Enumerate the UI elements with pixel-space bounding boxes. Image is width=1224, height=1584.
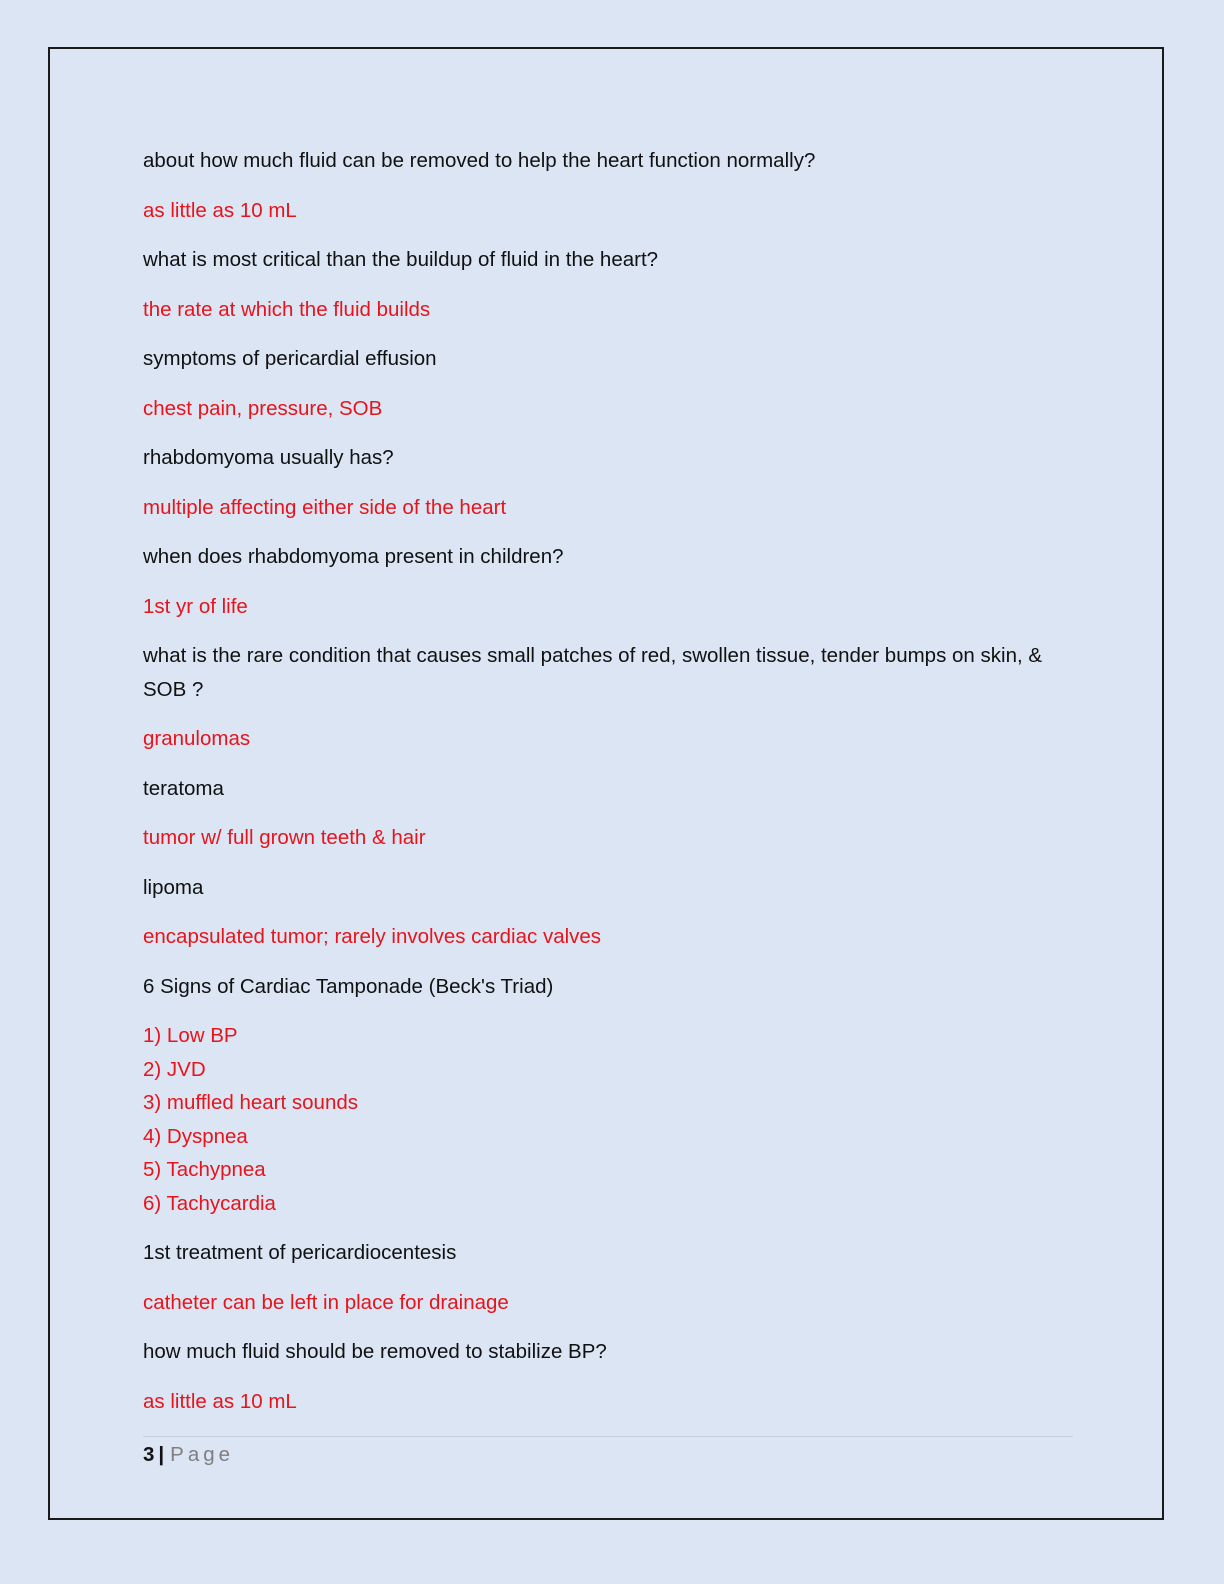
document-body — [143, 144, 1073, 1434]
question-text: when does rhabdomyoma present in children? — [143, 545, 564, 568]
question-text: lipoma — [143, 875, 204, 899]
question-text: 6 Signs of Cardiac Tamponade (Beck's Triad) — [143, 974, 554, 998]
footer-separator: | — [158, 1443, 165, 1466]
answer-text: as little as 10 mL — [143, 1389, 297, 1413]
question-text: symptoms of pericardial effusion — [143, 347, 437, 370]
answer-text: multiple affecting either side of the heart — [143, 495, 507, 519]
answer-text: encapsulated tumor; rarely involves cardiac valves — [143, 925, 602, 948]
page-footer — [143, 1438, 234, 1471]
answer-text: the rate at which the fluid builds — [143, 297, 431, 321]
question-text: how much fluid should be removed to stabilize BP? — [143, 1340, 607, 1363]
answer-list — [143, 1019, 1073, 1220]
answer-text: chest pain, pressure, SOB — [143, 396, 383, 420]
answer-list-item: 5) Tachypnea — [143, 1158, 266, 1181]
answer-text: catheter can be left in place for drainage — [143, 1290, 509, 1314]
answer-list-item: 3) muffled heart sounds — [143, 1091, 358, 1114]
answer-list-item: 2) JVD — [143, 1057, 206, 1081]
question-text: 1st treatment of pericardiocentesis — [143, 1241, 457, 1264]
answer-text: as little as 10 mL — [143, 198, 297, 222]
answer-list-item: 6) Tachycardia — [143, 1191, 276, 1215]
question-text: rhabdomyoma usually has? — [143, 446, 394, 469]
answer-text: 1st yr of life — [143, 594, 248, 618]
question-text: what is the rare condition that causes small patches of red, swollen tissue, tender bumps on skin, & SOB ? — [143, 644, 1043, 701]
answer-text: granulomas — [143, 727, 251, 750]
page-number: 3 — [143, 1443, 155, 1466]
answer-text: tumor w/ full grown teeth & hair — [143, 826, 426, 849]
footer-divider — [143, 1436, 1073, 1437]
answer-list-item: 4) Dyspnea — [143, 1124, 248, 1148]
question-text: teratoma — [143, 776, 224, 800]
question-text: about how much fluid can be removed to help the heart function normally? — [143, 149, 816, 172]
page-label: Page — [170, 1443, 235, 1466]
question-text: what is most critical than the buildup of fluid in the heart? — [143, 248, 659, 271]
answer-list-item: 1) Low BP — [143, 1024, 238, 1047]
